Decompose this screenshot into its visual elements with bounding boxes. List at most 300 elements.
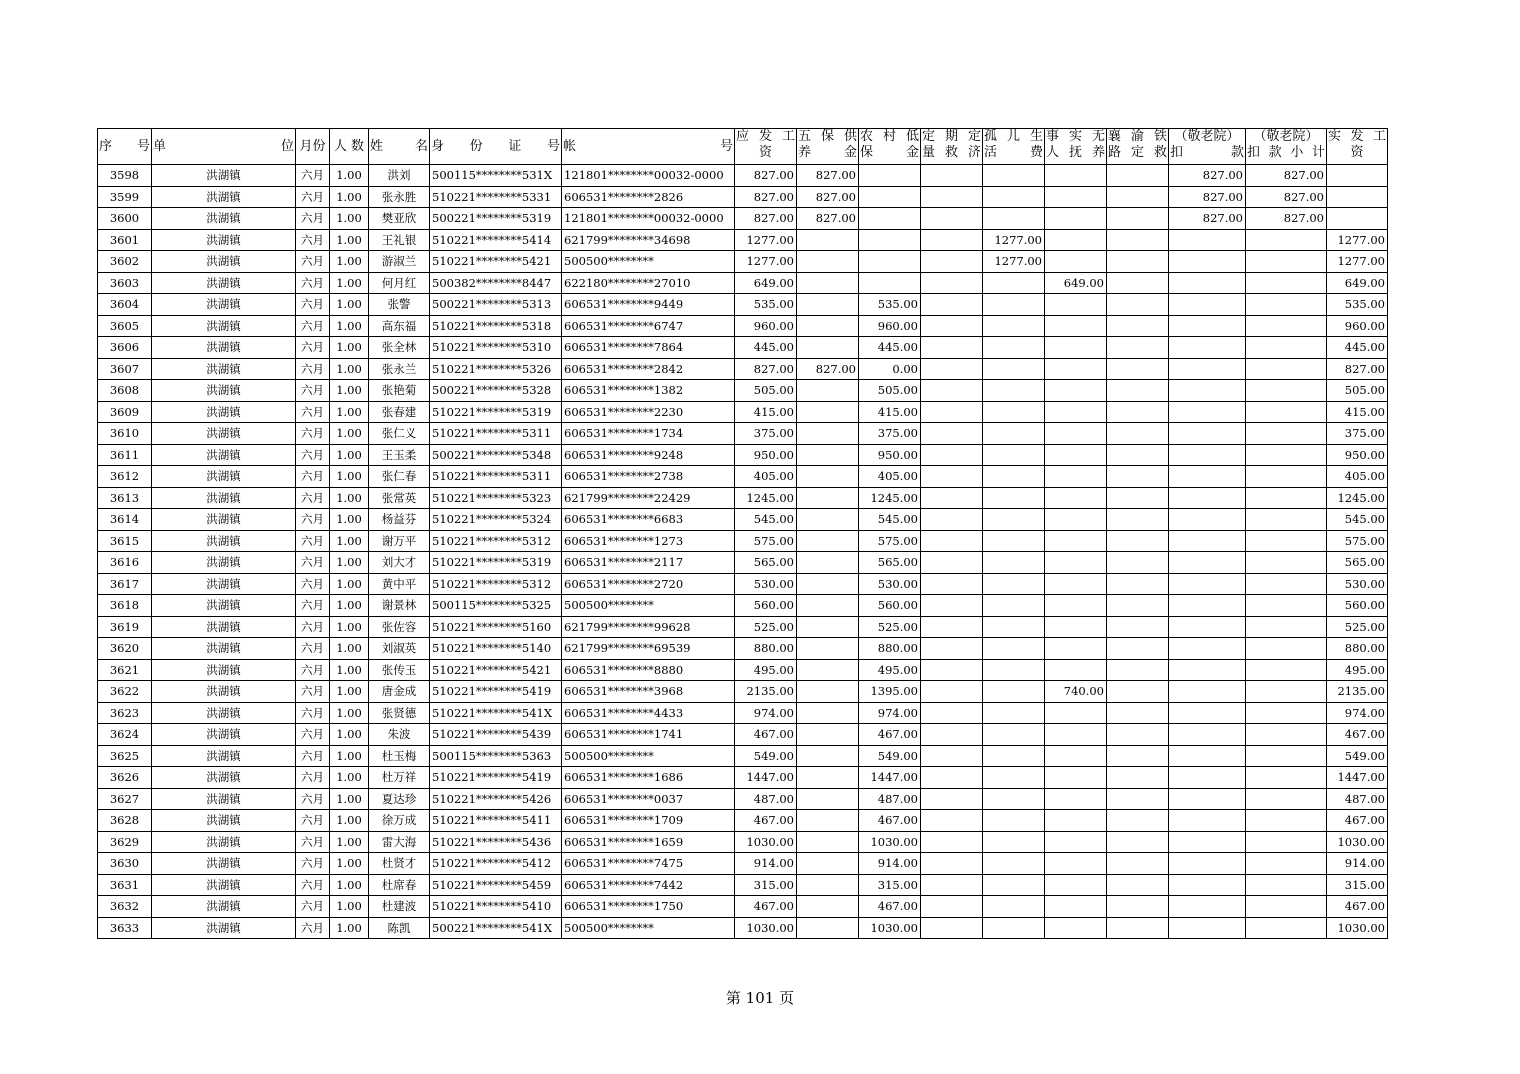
cell-seq: 3607	[98, 358, 152, 380]
table-row	[98, 337, 1388, 359]
cell-name: 刘大才	[369, 552, 430, 574]
cell-dingqi	[921, 358, 983, 380]
cell-jly1	[1169, 423, 1246, 445]
cell-month: 六月	[296, 358, 330, 380]
cell-jly1	[1169, 788, 1246, 810]
cell-pay: 827.00	[735, 186, 797, 208]
cell-dibao: 880.00	[859, 638, 921, 660]
cell-actual: 525.00	[1327, 616, 1388, 638]
cell-seq: 3617	[98, 573, 152, 595]
cell-id: 500221********5328	[430, 380, 562, 402]
cell-count: 1.00	[330, 767, 369, 789]
cell-shishi	[1045, 229, 1107, 251]
cell-actual: 495.00	[1327, 659, 1388, 681]
cell-guer	[983, 315, 1045, 337]
cell-wubao	[797, 831, 859, 853]
table-row	[98, 745, 1388, 767]
cell-unit: 洪湖镇	[152, 573, 296, 595]
cell-xiangyu	[1107, 616, 1169, 638]
cell-name: 张常英	[369, 487, 430, 509]
cell-count: 1.00	[330, 165, 369, 187]
cell-pay: 974.00	[735, 702, 797, 724]
cell-name: 洪刘	[369, 165, 430, 187]
cell-dibao: 467.00	[859, 896, 921, 918]
cell-month: 六月	[296, 810, 330, 832]
cell-jly1	[1169, 659, 1246, 681]
cell-shishi	[1045, 896, 1107, 918]
cell-actual: 467.00	[1327, 724, 1388, 746]
cell-actual: 535.00	[1327, 294, 1388, 316]
cell-seq: 3598	[98, 165, 152, 187]
cell-count: 1.00	[330, 251, 369, 273]
cell-jly2	[1246, 337, 1327, 359]
cell-name: 张传玉	[369, 659, 430, 681]
table-row	[98, 186, 1388, 208]
cell-shishi	[1045, 315, 1107, 337]
cell-id: 510221********5412	[430, 853, 562, 875]
cell-unit: 洪湖镇	[152, 272, 296, 294]
cell-wubao	[797, 896, 859, 918]
cell-shishi	[1045, 659, 1107, 681]
cell-pay: 827.00	[735, 208, 797, 230]
cell-guer	[983, 530, 1045, 552]
cell-account: 606531********7475	[562, 853, 735, 875]
header-name: 姓 名	[369, 129, 430, 165]
cell-count: 1.00	[330, 380, 369, 402]
cell-account: 606531********0037	[562, 788, 735, 810]
cell-seq: 3630	[98, 853, 152, 875]
cell-jly1	[1169, 530, 1246, 552]
table-row	[98, 896, 1388, 918]
table-row	[98, 358, 1388, 380]
table-row	[98, 487, 1388, 509]
cell-month: 六月	[296, 272, 330, 294]
cell-unit: 洪湖镇	[152, 896, 296, 918]
cell-account: 621799********99628	[562, 616, 735, 638]
cell-id: 510221********5319	[430, 552, 562, 574]
cell-unit: 洪湖镇	[152, 595, 296, 617]
cell-month: 六月	[296, 444, 330, 466]
cell-account: 606531********2738	[562, 466, 735, 488]
cell-dibao: 487.00	[859, 788, 921, 810]
cell-name: 王礼银	[369, 229, 430, 251]
cell-dingqi	[921, 423, 983, 445]
cell-shishi	[1045, 294, 1107, 316]
cell-id: 510221********5436	[430, 831, 562, 853]
cell-count: 1.00	[330, 638, 369, 660]
cell-unit: 洪湖镇	[152, 681, 296, 703]
cell-account: 606531********1273	[562, 530, 735, 552]
cell-dingqi	[921, 530, 983, 552]
cell-xiangyu	[1107, 208, 1169, 230]
cell-jly1: 827.00	[1169, 208, 1246, 230]
cell-jly1	[1169, 294, 1246, 316]
table-row	[98, 595, 1388, 617]
cell-account: 606531********6683	[562, 509, 735, 531]
cell-name: 张贤德	[369, 702, 430, 724]
cell-unit: 洪湖镇	[152, 315, 296, 337]
cell-xiangyu	[1107, 638, 1169, 660]
table-row	[98, 423, 1388, 445]
cell-jly2	[1246, 315, 1327, 337]
cell-account: 621799********69539	[562, 638, 735, 660]
table-row	[98, 208, 1388, 230]
cell-id: 510221********5312	[430, 530, 562, 552]
cell-pay: 1030.00	[735, 917, 797, 939]
cell-dibao	[859, 186, 921, 208]
cell-jly1	[1169, 573, 1246, 595]
table-row	[98, 616, 1388, 638]
cell-count: 1.00	[330, 530, 369, 552]
cell-seq: 3625	[98, 745, 152, 767]
cell-jly2: 827.00	[1246, 208, 1327, 230]
cell-count: 1.00	[330, 444, 369, 466]
cell-account: 606531********4433	[562, 702, 735, 724]
cell-seq: 3626	[98, 767, 152, 789]
cell-account: 606531********2842	[562, 358, 735, 380]
cell-count: 1.00	[330, 681, 369, 703]
cell-jly2	[1246, 745, 1327, 767]
cell-dingqi	[921, 724, 983, 746]
cell-xiangyu	[1107, 573, 1169, 595]
cell-dingqi	[921, 487, 983, 509]
cell-month: 六月	[296, 530, 330, 552]
cell-seq: 3629	[98, 831, 152, 853]
cell-jly1	[1169, 315, 1246, 337]
cell-account: 500500********	[562, 745, 735, 767]
cell-name: 游淑兰	[369, 251, 430, 273]
cell-dingqi	[921, 251, 983, 273]
header-dibao: 农 村 低 保 金	[859, 129, 921, 165]
cell-jly1	[1169, 251, 1246, 273]
cell-dingqi	[921, 917, 983, 939]
header-wubao: 五 保 供 养 金	[797, 129, 859, 165]
cell-guer	[983, 401, 1045, 423]
cell-guer	[983, 853, 1045, 875]
cell-month: 六月	[296, 896, 330, 918]
cell-name: 杜建波	[369, 896, 430, 918]
cell-jly1	[1169, 853, 1246, 875]
cell-actual: 575.00	[1327, 530, 1388, 552]
table-row	[98, 552, 1388, 574]
table-body	[98, 165, 1388, 939]
cell-month: 六月	[296, 423, 330, 445]
cell-actual: 467.00	[1327, 896, 1388, 918]
cell-jly2	[1246, 595, 1327, 617]
cell-unit: 洪湖镇	[152, 337, 296, 359]
cell-shishi	[1045, 595, 1107, 617]
cell-id: 510221********5459	[430, 874, 562, 896]
cell-jly1	[1169, 724, 1246, 746]
cell-dingqi	[921, 702, 983, 724]
cell-wubao	[797, 251, 859, 273]
cell-guer	[983, 659, 1045, 681]
cell-xiangyu	[1107, 874, 1169, 896]
cell-count: 1.00	[330, 186, 369, 208]
cell-id: 510221********5411	[430, 810, 562, 832]
cell-jly1	[1169, 444, 1246, 466]
cell-xiangyu	[1107, 272, 1169, 294]
cell-count: 1.00	[330, 487, 369, 509]
cell-wubao	[797, 810, 859, 832]
cell-jly2	[1246, 896, 1327, 918]
cell-jly2	[1246, 681, 1327, 703]
cell-unit: 洪湖镇	[152, 229, 296, 251]
cell-seq: 3627	[98, 788, 152, 810]
cell-jly1	[1169, 466, 1246, 488]
cell-dingqi	[921, 573, 983, 595]
cell-pay: 827.00	[735, 358, 797, 380]
cell-name: 张永兰	[369, 358, 430, 380]
cell-count: 1.00	[330, 724, 369, 746]
cell-jly2: 827.00	[1246, 186, 1327, 208]
cell-pay: 530.00	[735, 573, 797, 595]
cell-month: 六月	[296, 165, 330, 187]
cell-guer	[983, 487, 1045, 509]
cell-wubao	[797, 681, 859, 703]
header-account: 帐 号	[562, 129, 735, 165]
cell-dibao: 1030.00	[859, 831, 921, 853]
cell-jly1: 827.00	[1169, 165, 1246, 187]
cell-jly2	[1246, 444, 1327, 466]
cell-dibao: 495.00	[859, 659, 921, 681]
cell-month: 六月	[296, 251, 330, 273]
cell-dingqi	[921, 208, 983, 230]
header-count: 人 数	[330, 129, 369, 165]
cell-xiangyu	[1107, 401, 1169, 423]
cell-account: 606531********1750	[562, 896, 735, 918]
cell-xiangyu	[1107, 444, 1169, 466]
cell-month: 六月	[296, 831, 330, 853]
cell-guer	[983, 874, 1045, 896]
cell-pay: 415.00	[735, 401, 797, 423]
cell-count: 1.00	[330, 917, 369, 939]
cell-jly2	[1246, 358, 1327, 380]
cell-wubao	[797, 638, 859, 660]
cell-pay: 467.00	[735, 896, 797, 918]
cell-jly1	[1169, 831, 1246, 853]
cell-dibao: 1245.00	[859, 487, 921, 509]
cell-actual: 487.00	[1327, 788, 1388, 810]
cell-shishi	[1045, 401, 1107, 423]
cell-actual: 505.00	[1327, 380, 1388, 402]
cell-dibao: 530.00	[859, 573, 921, 595]
cell-shishi	[1045, 466, 1107, 488]
cell-wubao	[797, 702, 859, 724]
cell-dingqi	[921, 681, 983, 703]
cell-guer	[983, 294, 1045, 316]
cell-actual	[1327, 186, 1388, 208]
cell-jly2	[1246, 724, 1327, 746]
cell-shishi	[1045, 358, 1107, 380]
cell-unit: 洪湖镇	[152, 638, 296, 660]
cell-unit: 洪湖镇	[152, 380, 296, 402]
cell-seq: 3621	[98, 659, 152, 681]
cell-count: 1.00	[330, 659, 369, 681]
cell-seq: 3624	[98, 724, 152, 746]
cell-shishi	[1045, 423, 1107, 445]
cell-unit: 洪湖镇	[152, 917, 296, 939]
cell-id: 510221********5439	[430, 724, 562, 746]
cell-account: 606531********1734	[562, 423, 735, 445]
cell-jly2	[1246, 616, 1327, 638]
cell-actual: 1030.00	[1327, 917, 1388, 939]
cell-account: 606531********2230	[562, 401, 735, 423]
cell-pay: 950.00	[735, 444, 797, 466]
cell-jly1	[1169, 229, 1246, 251]
cell-jly2	[1246, 638, 1327, 660]
cell-wubao	[797, 616, 859, 638]
cell-guer	[983, 208, 1045, 230]
cell-account: 606531********7864	[562, 337, 735, 359]
cell-pay: 549.00	[735, 745, 797, 767]
table-row	[98, 315, 1388, 337]
cell-dingqi	[921, 638, 983, 660]
cell-account: 621799********22429	[562, 487, 735, 509]
cell-guer	[983, 272, 1045, 294]
cell-account: 121801********00032-0000	[562, 165, 735, 187]
cell-actual: 2135.00	[1327, 681, 1388, 703]
table-row	[98, 530, 1388, 552]
cell-jly2	[1246, 401, 1327, 423]
cell-shishi	[1045, 724, 1107, 746]
cell-id: 500115********5325	[430, 595, 562, 617]
cell-dibao	[859, 251, 921, 273]
cell-guer	[983, 423, 1045, 445]
header-seq: 序 号	[98, 129, 152, 165]
cell-dibao: 545.00	[859, 509, 921, 531]
cell-shishi	[1045, 165, 1107, 187]
cell-shishi	[1045, 552, 1107, 574]
cell-month: 六月	[296, 616, 330, 638]
cell-count: 1.00	[330, 552, 369, 574]
cell-xiangyu	[1107, 810, 1169, 832]
cell-guer	[983, 444, 1045, 466]
cell-dibao: 950.00	[859, 444, 921, 466]
cell-jly2	[1246, 487, 1327, 509]
cell-dingqi	[921, 810, 983, 832]
cell-dingqi	[921, 874, 983, 896]
cell-account: 500500********	[562, 251, 735, 273]
cell-unit: 洪湖镇	[152, 487, 296, 509]
cell-name: 杨益芬	[369, 509, 430, 531]
cell-actual	[1327, 165, 1388, 187]
cell-seq: 3600	[98, 208, 152, 230]
table-row	[98, 444, 1388, 466]
cell-jly2	[1246, 702, 1327, 724]
cell-shishi	[1045, 186, 1107, 208]
table-row	[98, 702, 1388, 724]
cell-pay: 467.00	[735, 810, 797, 832]
cell-name: 夏达珍	[369, 788, 430, 810]
cell-id: 510221********5421	[430, 251, 562, 273]
cell-xiangyu	[1107, 724, 1169, 746]
cell-unit: 洪湖镇	[152, 659, 296, 681]
cell-account: 606531********8880	[562, 659, 735, 681]
cell-unit: 洪湖镇	[152, 358, 296, 380]
cell-wubao	[797, 229, 859, 251]
cell-id: 500221********5313	[430, 294, 562, 316]
cell-pay: 914.00	[735, 853, 797, 875]
cell-account: 622180********27010	[562, 272, 735, 294]
cell-month: 六月	[296, 294, 330, 316]
cell-actual: 1277.00	[1327, 229, 1388, 251]
cell-xiangyu	[1107, 702, 1169, 724]
cell-unit: 洪湖镇	[152, 853, 296, 875]
cell-id: 510221********5312	[430, 573, 562, 595]
cell-actual: 914.00	[1327, 853, 1388, 875]
cell-count: 1.00	[330, 595, 369, 617]
cell-wubao	[797, 573, 859, 595]
cell-shishi	[1045, 251, 1107, 273]
cell-dingqi	[921, 788, 983, 810]
cell-dingqi	[921, 831, 983, 853]
cell-dibao: 405.00	[859, 466, 921, 488]
cell-id: 510221********5160	[430, 616, 562, 638]
cell-pay: 827.00	[735, 165, 797, 187]
cell-pay: 960.00	[735, 315, 797, 337]
cell-count: 1.00	[330, 853, 369, 875]
cell-unit: 洪湖镇	[152, 767, 296, 789]
cell-guer	[983, 616, 1045, 638]
cell-dibao	[859, 272, 921, 294]
cell-name: 张全林	[369, 337, 430, 359]
cell-jly2	[1246, 294, 1327, 316]
cell-jly1	[1169, 616, 1246, 638]
cell-name: 刘淑英	[369, 638, 430, 660]
cell-wubao	[797, 272, 859, 294]
cell-count: 1.00	[330, 702, 369, 724]
cell-shishi	[1045, 810, 1107, 832]
header-row	[98, 129, 1388, 165]
cell-id: 510221********5311	[430, 466, 562, 488]
cell-shishi	[1045, 530, 1107, 552]
cell-dingqi	[921, 853, 983, 875]
cell-jly1	[1169, 272, 1246, 294]
cell-pay: 525.00	[735, 616, 797, 638]
cell-jly1	[1169, 874, 1246, 896]
cell-account: 606531********3968	[562, 681, 735, 703]
cell-wubao	[797, 788, 859, 810]
cell-dingqi	[921, 380, 983, 402]
cell-unit: 洪湖镇	[152, 616, 296, 638]
cell-count: 1.00	[330, 423, 369, 445]
cell-actual: 1245.00	[1327, 487, 1388, 509]
cell-pay: 575.00	[735, 530, 797, 552]
cell-seq: 3604	[98, 294, 152, 316]
cell-jly1	[1169, 681, 1246, 703]
header-xiangyu: 襄 渝 铁 路 定 救	[1107, 129, 1169, 165]
cell-jly1	[1169, 337, 1246, 359]
cell-account: 606531********1382	[562, 380, 735, 402]
cell-id: 500221********5319	[430, 208, 562, 230]
cell-pay: 545.00	[735, 509, 797, 531]
cell-seq: 3606	[98, 337, 152, 359]
cell-jly1	[1169, 702, 1246, 724]
cell-id: 510221********5414	[430, 229, 562, 251]
cell-pay: 1030.00	[735, 831, 797, 853]
cell-guer	[983, 810, 1045, 832]
cell-name: 张永胜	[369, 186, 430, 208]
cell-seq: 3613	[98, 487, 152, 509]
cell-unit: 洪湖镇	[152, 724, 296, 746]
cell-id: 510221********541X	[430, 702, 562, 724]
cell-count: 1.00	[330, 466, 369, 488]
cell-dingqi	[921, 616, 983, 638]
table-row	[98, 874, 1388, 896]
cell-actual: 415.00	[1327, 401, 1388, 423]
cell-jly2	[1246, 853, 1327, 875]
